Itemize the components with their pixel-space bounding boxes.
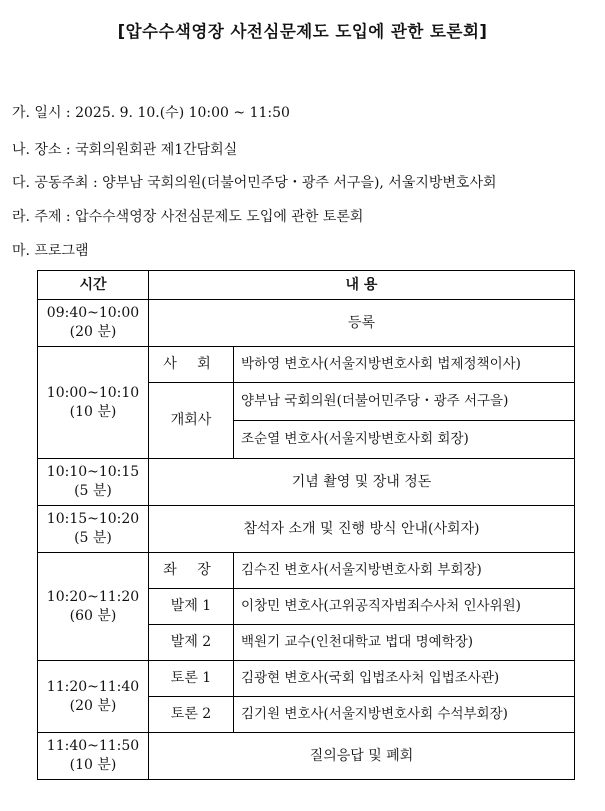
time-duration: (20 분) <box>69 697 117 714</box>
header-time: 시간 <box>38 271 149 300</box>
info-program-label: 마. 프로그램 <box>12 243 89 259</box>
table-row <box>38 300 575 347</box>
person-cell: 양부남 국회의원(더불어민주당・광주 서구을) <box>234 383 575 421</box>
table-row <box>38 459 575 506</box>
info-date-value: 2025. 9. 10.(수) 10:00 ~ 11:50 <box>75 105 290 121</box>
time-range: 10:00~10:10 <box>46 384 140 401</box>
time-range: 09:40~10:00 <box>46 305 140 321</box>
person-cell: 백원기 교수(인천대학교 법대 명예학장) <box>234 625 575 661</box>
time-cell <box>38 733 149 780</box>
role-cell: 토론 2 <box>149 697 234 733</box>
role-cell: 사 회 <box>149 347 234 383</box>
info-date-label: 가. 일시 <box>12 105 62 121</box>
time-duration: (10 분) <box>69 757 117 773</box>
time-cell <box>38 553 149 661</box>
person-cell: 김기원 변호사(서울지방변호사회 수석부회장) <box>234 697 575 733</box>
info-host-value: 양부남 국회의원(더불어민주당・광주 서구을), 서울지방변호사회 <box>102 175 497 191</box>
time-cell <box>38 661 149 733</box>
table-row <box>38 661 575 697</box>
time-cell <box>38 459 149 506</box>
time-duration: (60 분) <box>69 607 117 624</box>
person-cell: 김수진 변호사(서울지방변호사회 부회장) <box>234 553 575 589</box>
table-row <box>38 553 575 589</box>
table-row <box>38 733 575 780</box>
info-place-value: 국회의원회관 제1간담회실 <box>75 142 238 158</box>
info-topic: 라. 주제 : 압수수색영장 사전심문제도 도입에 관한 토론회 <box>12 209 364 225</box>
info-date: 가. 일시 : 2025. 9. 10.(수) 10:00 ~ 11:50 <box>12 105 290 121</box>
time-range: 10:15~10:20 <box>46 511 140 527</box>
person-cell: 김광현 변호사(국회 입법조사처 입법조사관) <box>234 661 575 697</box>
person-cell: 박하영 변호사(서울지방변호사회 법제정책이사) <box>234 347 575 383</box>
program-table <box>37 270 575 780</box>
person-cell: 이창민 변호사(고위공직자범죄수사처 인사위원) <box>234 589 575 625</box>
header-content: 내 용 <box>149 271 575 300</box>
role-cell: 좌 장 <box>149 553 234 589</box>
content-cell: 등록 <box>149 300 575 347</box>
info-topic-label: 라. 주제 <box>12 209 62 225</box>
info-place: 나. 장소 : 국회의원회관 제1간담회실 <box>12 142 238 158</box>
info-host-label: 다. 공동주최 <box>12 175 89 191</box>
info-place-label: 나. 장소 <box>12 142 62 158</box>
info-host: 다. 공동주최 : 양부남 국회의원(더불어민주당・광주 서구을), 서울지방변호사회 <box>12 175 497 191</box>
role-cell: 발제 1 <box>149 589 234 625</box>
content-cell: 질의응답 및 폐회 <box>149 733 575 780</box>
time-duration: (5 분) <box>74 483 112 499</box>
time-range: 10:20~11:20 <box>46 588 140 605</box>
page-title: [압수수색영장 사전심문제도 도입에 관한 토론회] <box>117 22 488 41</box>
role-cell: 토론 1 <box>149 661 234 697</box>
content-cell: 참석자 소개 및 진행 방식 안내(사회자) <box>149 506 575 553</box>
person-cell: 조순열 변호사(서울지방변호사회 회장) <box>234 421 575 459</box>
table-row <box>38 506 575 553</box>
time-range: 10:10~10:15 <box>46 464 140 480</box>
role-cell: 개회사 <box>149 383 234 459</box>
time-cell <box>38 300 149 347</box>
time-duration: (20 분) <box>69 324 117 340</box>
time-range: 11:40~11:50 <box>46 738 140 754</box>
time-cell <box>38 506 149 553</box>
table-header-row <box>38 271 575 300</box>
content-cell: 기념 촬영 및 장내 정돈 <box>149 459 575 506</box>
role-cell: 발제 2 <box>149 625 234 661</box>
time-duration: (5 분) <box>74 530 112 546</box>
time-cell <box>38 347 149 459</box>
time-range: 11:20~11:40 <box>46 678 140 695</box>
time-duration: (10 분) <box>69 403 117 420</box>
table-row <box>38 347 575 383</box>
info-topic-value: 압수수색영장 사전심문제도 도입에 관한 토론회 <box>75 209 364 225</box>
